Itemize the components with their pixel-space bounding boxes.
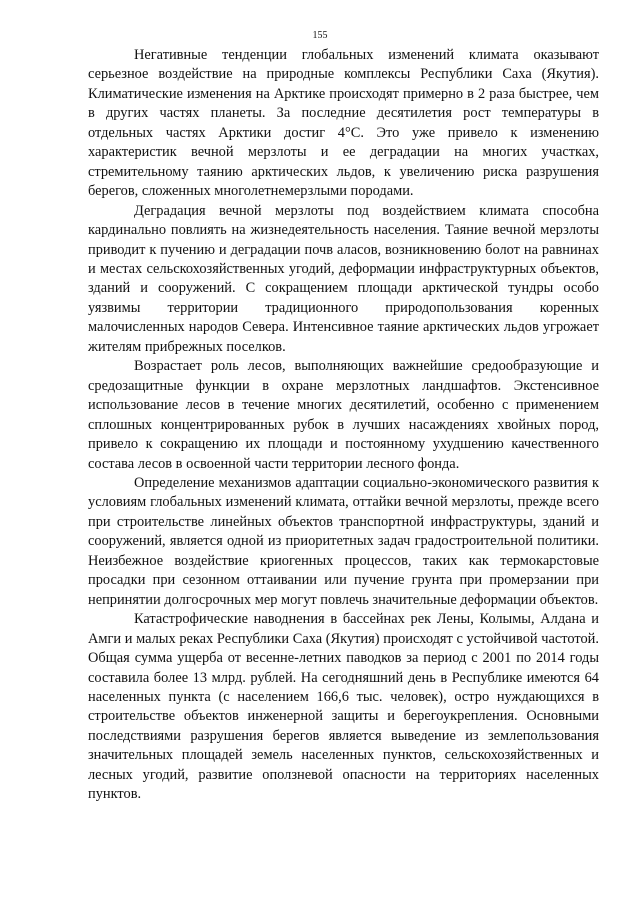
paragraph-permafrost-degradation: Деградация вечной мерзлоты под воздействием климата способна кардинально повлиять на жизнедеятельность населения. Таяние вечной мерзлоты приводит к пучению и деградации почв аласов, возникновению болот на равнинах и местах сельскохозяйственных угодий, деформации инфраструктурных объектов, зданий и сооружений. С сокращением площади арктической тундры особо уязвимы территории традиционного природопользования коренных малочисленных народов Севера. Интенсивное таяние арктических льдов угрожает жителям прибрежных поселков.: [88, 202, 599, 355]
page-number: 155: [312, 30, 328, 41]
paragraph-forests-role: Возрастает роль лесов, выполняющих важнейшие средообразующие и средозащитные функции в охране мерзлотных ландшафтов. Экстенсивное использование лесов в течение многих десятилетий, особенно с применением сплошных концентрированных рубок в лучших насаждениях хвойных пород, привело к сокращению их площади и постоянному ухудшению качественного состава лесов в освоенной части территории лесного фонда.: [88, 358, 599, 472]
paragraph-climate-trends: Негативные тенденции глобальных изменений климата оказывают серьезное воздействие на природные комплексы Республики Саха (Якутия). Климатические изменения на Арктике происходят примерно в 2 раза быстрее, чем в других частях планеты. За последние десятилетия рост температуры в отдельных частях Арктики достиг 4°С. Это уже привело к изменению характеристик вечной мерзлоты и ее деградации на многих участках, стремительному таянию арктических льдов, к увеличению риска разрушения берегов, сложенных многолетнемерзлыми породами.: [88, 47, 599, 200]
document-body: [88, 46, 599, 805]
paragraph-adaptation-mechanisms: Определение механизмов адаптации социально-экономического развития к условиям глобальных изменений климата, оттайки вечной мерзлоты, прежде всего при строительстве линейных объектов транспортной инфраструктуры, зданий и сооружений, является одной из приоритетных задач градостроительной политики. Неизбежное воздействие криогенных процессов, таких как термокарстовые просадки при сезонном оттаивании или пучение грунта при промерзании при непринятии долгосрочных мер могут повлечь значительные деформации объектов.: [88, 474, 599, 608]
paragraph-floods: Катастрофические наводнения в бассейнах рек Лены, Колымы, Алдана и Амги и малых реках Республики Саха (Якутия) происходят с устойчивой частотой. Общая сумма ущерба от весенне-летних паводков за период с 2001 по 2014 годы составила более 13 млрд. рублей. На сегодняшний день в Республике имеются 64 населенных пункта (с населением 166,6 тыс. человек), остро нуждающихся в строительстве объектов инженерной защиты и берегоукрепления. Основными последствиями разрушения берегов является выведение из землепользования значительных площадей земель населенных пунктов, сельскохозяйственных и лесных угодий, развитие оползневой опасности на территориях населенных пунктов.: [88, 611, 599, 803]
